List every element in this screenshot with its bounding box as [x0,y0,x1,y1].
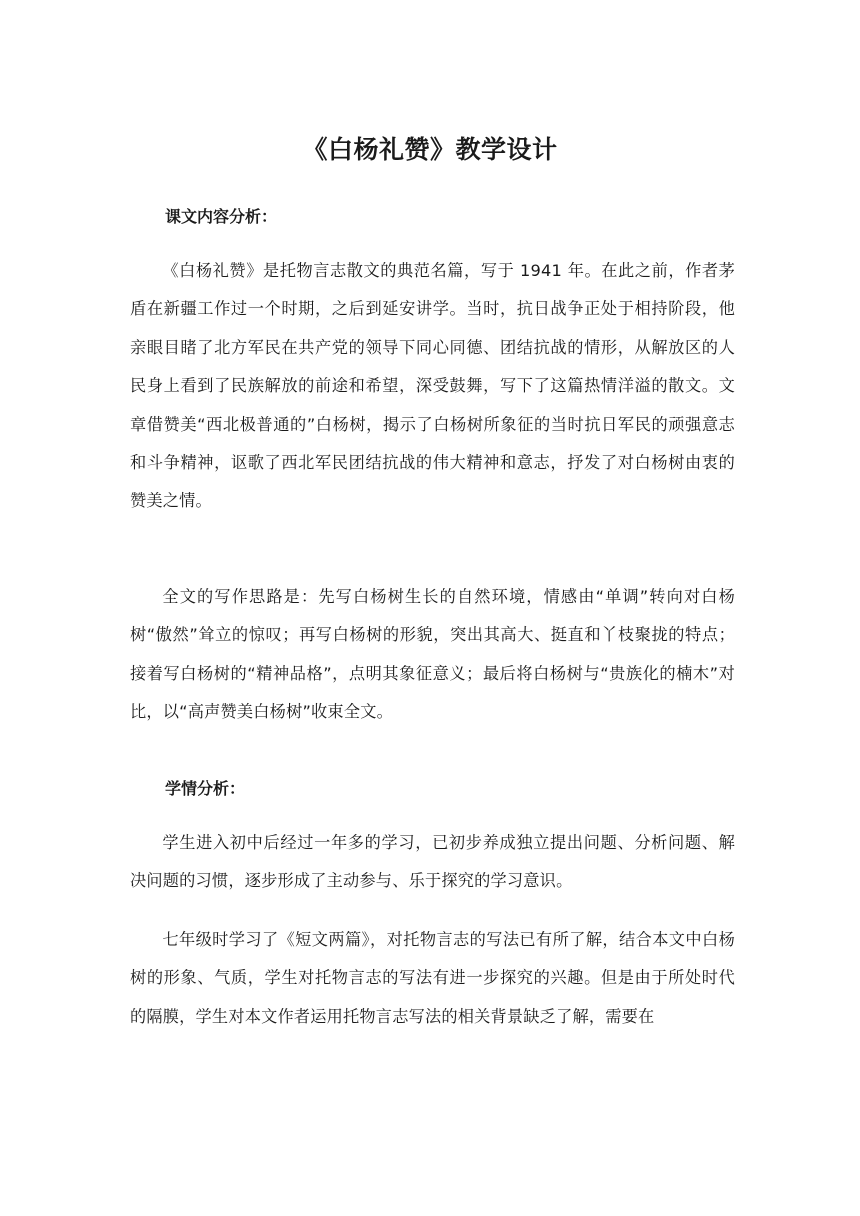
section-heading-text-analysis: 课文内容分析： [165,207,278,226]
paragraph-student-habits: 学生进入初中后经过一年多的学习，已初步养成独立提出问题、分析问题、解决问题的习惯，逐步形成了主动参与、乐于探究的学习意识。 [130,833,735,891]
paragraph-text-background: 《白杨礼赞》是托物言志散文的典范名篇，写于 1941 年。在此之前，作者茅盾在新疆工作过一个时期，之后到延安讲学。当时，抗日战争正处于相持阶段，他亲眼目睹了北方军民在共产党的领导下同心同德、团结抗战的情形，从解放区的人民身上看到了民族解放的前途和希望，深受鼓舞，写下了这篇热情洋溢的散文。文章借赞美“西北极普通的”白杨树，揭示了白杨树所象征的当时抗日军民的顽强意志和斗争精神，讴歌了西北军民团结抗战的伟大精神和意志，抒发了对白杨树由衷的赞美之情。 [130,261,735,511]
section-heading-student-analysis: 学情分析： [165,779,246,798]
paragraph-student-prior-knowledge: 七年级时学习了《短文两篇》，对托物言志的写法已有所了解，结合本文中白杨树的形象、气质，学生对托物言志的写法有进一步探究的兴趣。但是由于所处时代的隔膜，学生对本文作者运用托物言志写法的相关背景缺乏了解，需要在 [130,930,735,1026]
document-title: 《白杨礼赞》教学设计 [302,135,558,164]
paragraph-writing-structure: 全文的写作思路是：先写白杨树生长的自然环境，情感由“单调”转向对白杨树“傲然”耸立的惊叹；再写白杨树的形貌，突出其高大、挺直和丫枝聚拢的特点；接着写白杨树的“精神品格”，点明其象征意义；最后将白杨树与“贵族化的楠木”对比，以“高声赞美白杨树”收束全文。 [130,587,735,722]
